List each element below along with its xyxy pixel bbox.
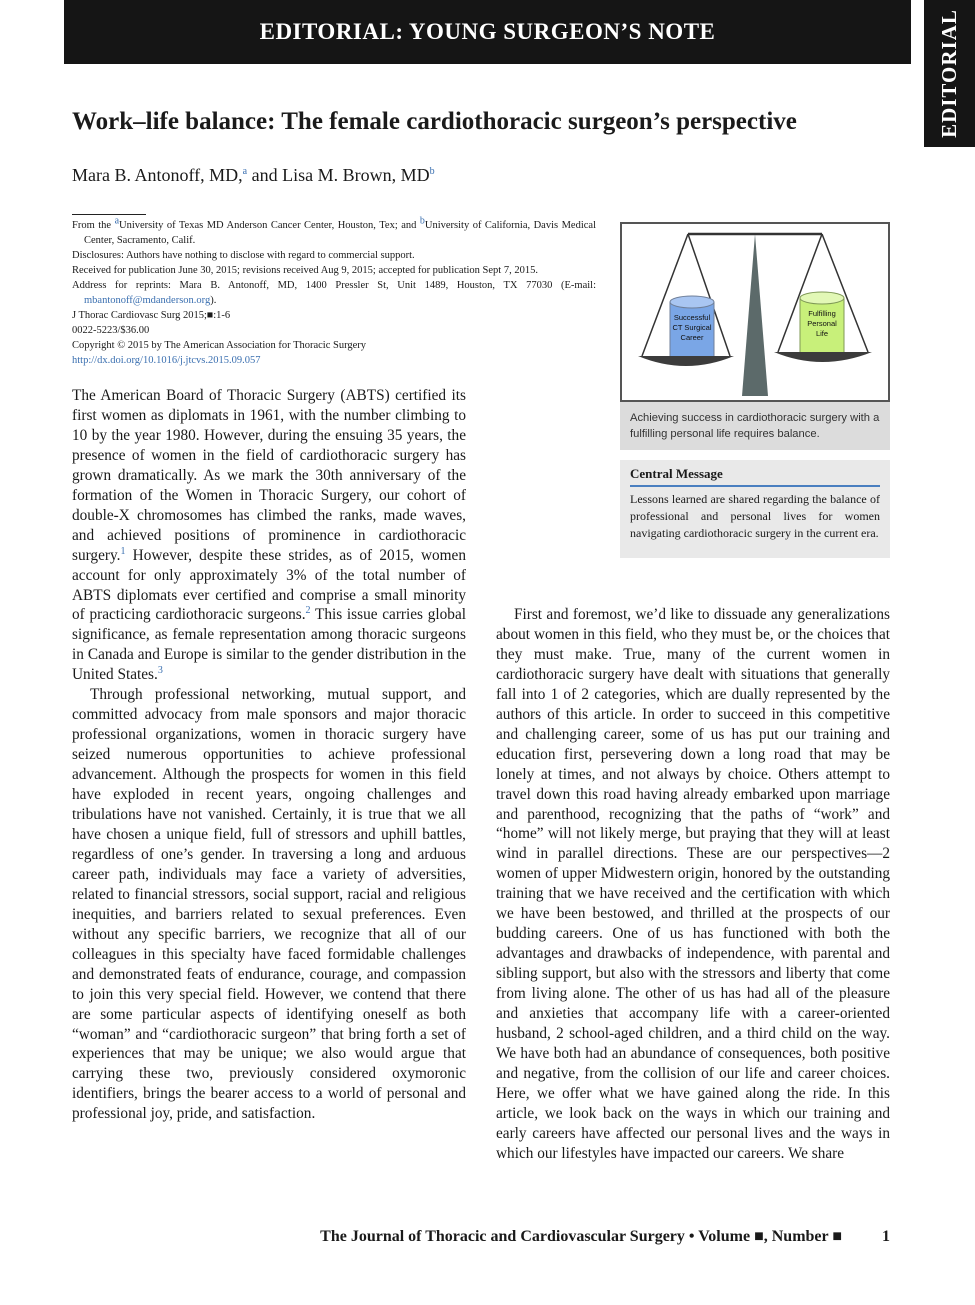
right-cup-top xyxy=(800,292,844,304)
central-message-body: Lessons learned are shared regarding the balance of professional and personal lives for women navigating cardiothoracic surgery in the current era. xyxy=(630,492,880,540)
right-cup-label-2: Personal xyxy=(807,319,837,328)
paragraph-1-part-a: The American Board of Thoracic Surgery (ABTS) certified its first women as diplomats in 1961, with the number climbing to 10 by the year 1980. However, during the ensuing 35 years, the presence of women in the field of cardiothoracic surgery has grown dramatically. As we mark the 30th anniversary of the formation of the Women in Thoracic Surgery, our cohort of double-X chromosomes has climbed the ranks, made waves, and achieved positions of prominence in cardiothoracic surgery. xyxy=(72,387,466,564)
copyright-note: Copyright © 2015 by The American Association for Thoracic Surgery xyxy=(72,340,367,351)
paragraph-1-part-c: This issue carries global significance, as female representation among thoracic surgeons in Canada and Europe is similar to the gender distribution in the United States. xyxy=(72,606,466,684)
author-2-affiliation-link[interactable]: b xyxy=(429,166,435,177)
left-cup-top xyxy=(670,296,714,308)
figure-caption: Achieving success in cardiothoracic surgery with a fulfilling personal life requires balance. xyxy=(620,402,890,450)
received-note: Received for publication June 30, 2015; revisions received Aug 9, 2015; accepted for publication Sept 7, 2015. xyxy=(72,265,538,276)
reprints-address: Address for reprints: Mara B. Antonoff, MD, 1400 Pressler St, Unit 1489, Houston, TX 77030 (E-mail: xyxy=(72,280,596,291)
affiliation-a-marker: a xyxy=(114,215,120,227)
footnotes xyxy=(72,215,596,368)
paragraph-2: Through professional networking, mutual support, and committed advocacy from male sponsors and major thoracic professional organizations, women in thoracic surgery have seized numerous opportunities to achieve professional advancement. Although the prospects for women in this field have exploded in recent years, ongoing challenges and tribulations have not vanished. Certainly, it is true that we all have chosen a unique field, full of stressors and uphill battles, regardless of one’s gender. In traversing a long and arduous career path, individuals may face a variety of adversities, related to financial stressors, social support, racial and religious inequities, and barriers related to sexual preferences. Even without any specific barriers, we recognize that all of our colleagues in this specialty have faced formidable challenges and demonstrated feats of endurance, courage, and compassion to join this very special field. However, we contend that there are some particular aspects of identifying oneself as both “woman” and “cardiothoracic surgeon” that bring forth a set of experiences that may be unique; we also would argue that carrying these two, previously considered oxymoronic identifiers, brings the bearer access to a world of personal and professional joy, pride, and satisfaction. xyxy=(72,686,466,1123)
side-tab-text: EDITORIAL xyxy=(937,9,962,138)
reference-3-link[interactable]: 3 xyxy=(157,665,163,677)
affiliations-note xyxy=(72,215,596,248)
author-1-affiliation-link[interactable]: a xyxy=(242,166,248,177)
central-message-box xyxy=(620,460,890,558)
scale-pillar xyxy=(742,234,768,396)
right-column xyxy=(496,605,890,1164)
article-title: Work–life balance: The female cardiothoracic surgeon’s perspective xyxy=(72,108,797,135)
paragraph-1 xyxy=(72,386,466,685)
disclosures-note: Disclosures: Authors have nothing to disclose with regard to commercial support. xyxy=(72,250,415,261)
section-banner-text: EDITORIAL: YOUNG SURGEON’S NOTE xyxy=(259,19,716,44)
affiliation-prefix: From the xyxy=(72,220,115,231)
right-cup-label-3: Life xyxy=(815,329,829,338)
left-cup-label-3: Career xyxy=(680,333,704,342)
journal-name: The Journal of Thoracic and Cardiovascular Surgery • Volume ■, Number ■ xyxy=(320,1228,842,1245)
affiliation-a: University of Texas MD Anderson Cancer Center, Houston, Tex; and xyxy=(119,220,420,231)
left-pan xyxy=(638,356,734,366)
email-link[interactable]: mbantonoff@mdanderson.org xyxy=(84,295,211,306)
reprints-note xyxy=(72,278,596,308)
affiliation-b-marker: b xyxy=(419,215,425,227)
issn-note: 0022-5223/$36.00 xyxy=(72,325,150,336)
citation-note: J Thorac Cardiovasc Surg 2015;■:1-6 xyxy=(72,310,231,321)
page-number: 1 xyxy=(882,1228,890,1245)
footnote-rule xyxy=(72,214,146,215)
right-cup-label-1: Fulfilling xyxy=(808,309,836,318)
right-pan xyxy=(774,352,872,362)
left-column xyxy=(72,386,466,1124)
paragraph-3: First and foremost, we’d like to dissuade any generalizations about women in this field, who they must be, or the choices that they must make. True, many of the current women in cardiothoracic surgery have dealt with situations that generally fall into 1 of 2 categories, which are dually represented by the authors of this article. In order to succeed in this competitive and challenging career, some of us has put our training and education first, persevering down a long road that may be lonely at times, and not always by choice. Others attempt to travel down this road having already embarked upon marriage and parenthood, recognizing that the paths of “work” and “home” will not likely merge, but praying that they will at least wind in parallel directions. These are our perspectives—2 women of upper Midwestern origin, honored by the outstanding training that we have received and the certification with which we have been bestowed, and thrilled at the prospects of our budding careers. One of us has functioned with both the advantages and drawbacks of independence, with parental and sibling support, but also with the stressors and liberty that come from living alone. The other of us has had all of the pleasure and anxieties that accompany life with a career-oriented husband, 2 school-aged children, and a third child on the way. We have both had an abundance of consequences, both positive and negative, from the collision of our life and career choices. Here, we offer what we have gained along the ride. In this article, we look back on the ways in which our training and early careers have affected our personal lives and the ways in which our lifestyles have impacted our careers. We share xyxy=(496,606,890,1162)
author-2: and Lisa M. Brown, MD xyxy=(247,165,430,185)
doi-link[interactable]: http://dx.doi.org/10.1016/j.jtcvs.2015.09.057 xyxy=(72,355,261,366)
side-tab xyxy=(924,0,975,147)
left-cup-label-1: Successful xyxy=(673,313,711,322)
balance-scale-figure xyxy=(620,222,890,402)
affiliation-b: University of California, Davis Medical Center, Sacramento, Calif. xyxy=(84,220,596,246)
section-banner xyxy=(64,0,911,64)
balance-scale-icon xyxy=(622,224,888,400)
reference-2-link[interactable]: 2 xyxy=(305,605,311,617)
reprints-end: ). xyxy=(210,295,217,306)
author-line xyxy=(72,162,435,188)
left-cup-label-2: CT Surgical xyxy=(672,323,712,332)
central-message-heading: Central Message xyxy=(630,466,880,487)
reference-1-link[interactable]: 1 xyxy=(120,545,126,557)
paragraph-1-part-b: However, despite these strides, as of 2015, women account for only approximately 3% of the total number of ABTS diplomats ever certified and comprise a small minority of practicing cardiothoracic surgeons. xyxy=(72,546,466,624)
author-1: Mara B. Antonoff, MD, xyxy=(72,165,243,185)
